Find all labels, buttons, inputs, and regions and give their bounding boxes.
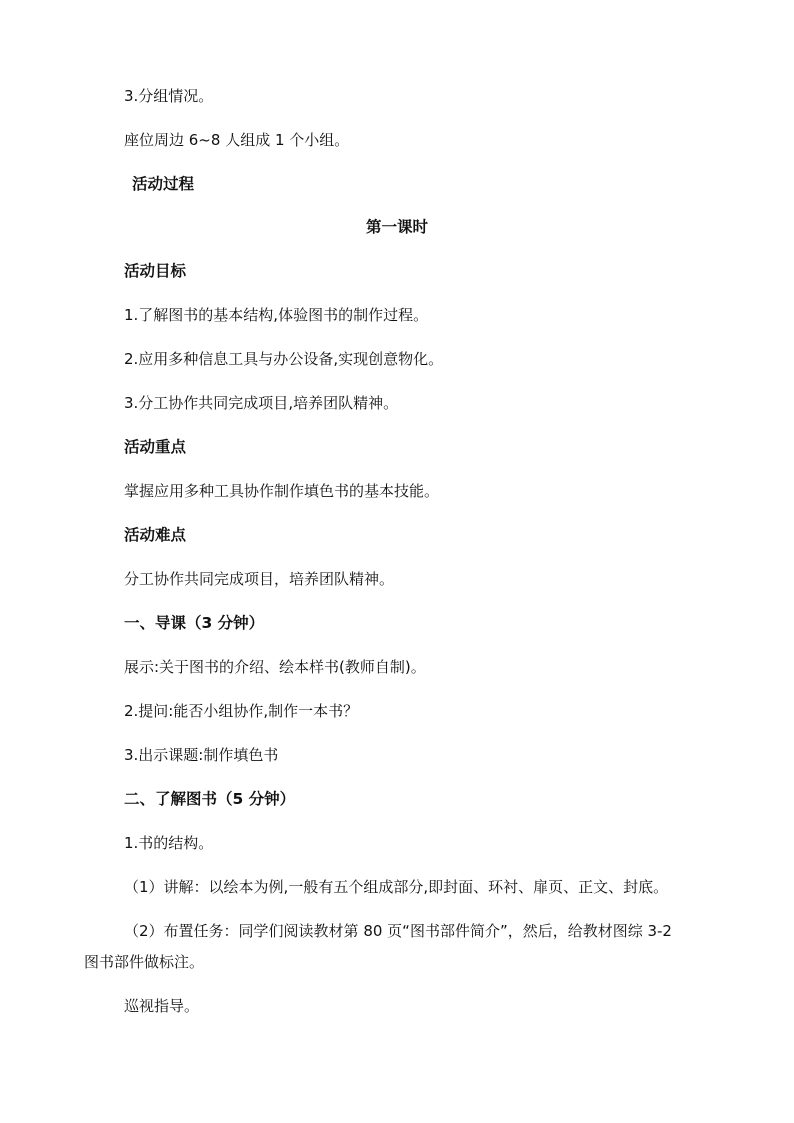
section-2-line-a: 1.书的结构。: [124, 834, 214, 852]
section-2-title: 二、了解图书（5 分钟）: [124, 790, 296, 808]
heading-first-lesson: 第一课时: [365, 218, 428, 236]
goal-item-2: 2.应用多种信息工具与办公设备,实现创意物化。: [124, 350, 444, 368]
section-1-line-b: 2.提问:能否小组协作,制作一本书？: [124, 702, 359, 720]
section-1-title: 一、导课（3 分钟）: [124, 614, 265, 632]
key-points-text: 掌握应用多种工具协作制作填色书的基本技能。: [124, 482, 440, 500]
heading-difficulties: 活动难点: [124, 526, 187, 544]
heading-key-points: 活动重点: [124, 438, 187, 456]
goal-item-1: 1.了解图书的基本结构,体验图书的制作过程。: [124, 306, 429, 324]
difficulties-text: 分工协作共同完成项目，培养团队精神。: [124, 570, 395, 588]
heading-activity-process: 活动过程: [132, 175, 195, 193]
heading-activity-goals: 活动目标: [124, 262, 187, 280]
section-2-line-c2: 图书部件做标注。: [84, 953, 205, 971]
paragraph-grouping: 3.分组情况。: [124, 87, 214, 105]
section-2-line-c1: （2）布置任务：同学们阅读教材第 80 页“图书部件简介”，然后，给教材图综 3-2: [124, 922, 672, 940]
section-1-line-c: 3.出示课题:制作填色书: [124, 746, 279, 764]
section-1-line-a: 展示:关于图书的介绍、绘本样书(教师自制)。: [124, 658, 426, 676]
paragraph-group-size: 座位周边 6~8 人组成 1 个小组。: [124, 131, 350, 149]
section-2-line-b: （1）讲解：以绘本为例,一般有五个组成部分,即封面、环衬、扉页、正文、封底。: [124, 878, 669, 896]
goal-item-3: 3.分工协作共同完成项目,培养团队精神。: [124, 394, 399, 412]
section-2-line-d: 巡视指导。: [124, 997, 200, 1015]
